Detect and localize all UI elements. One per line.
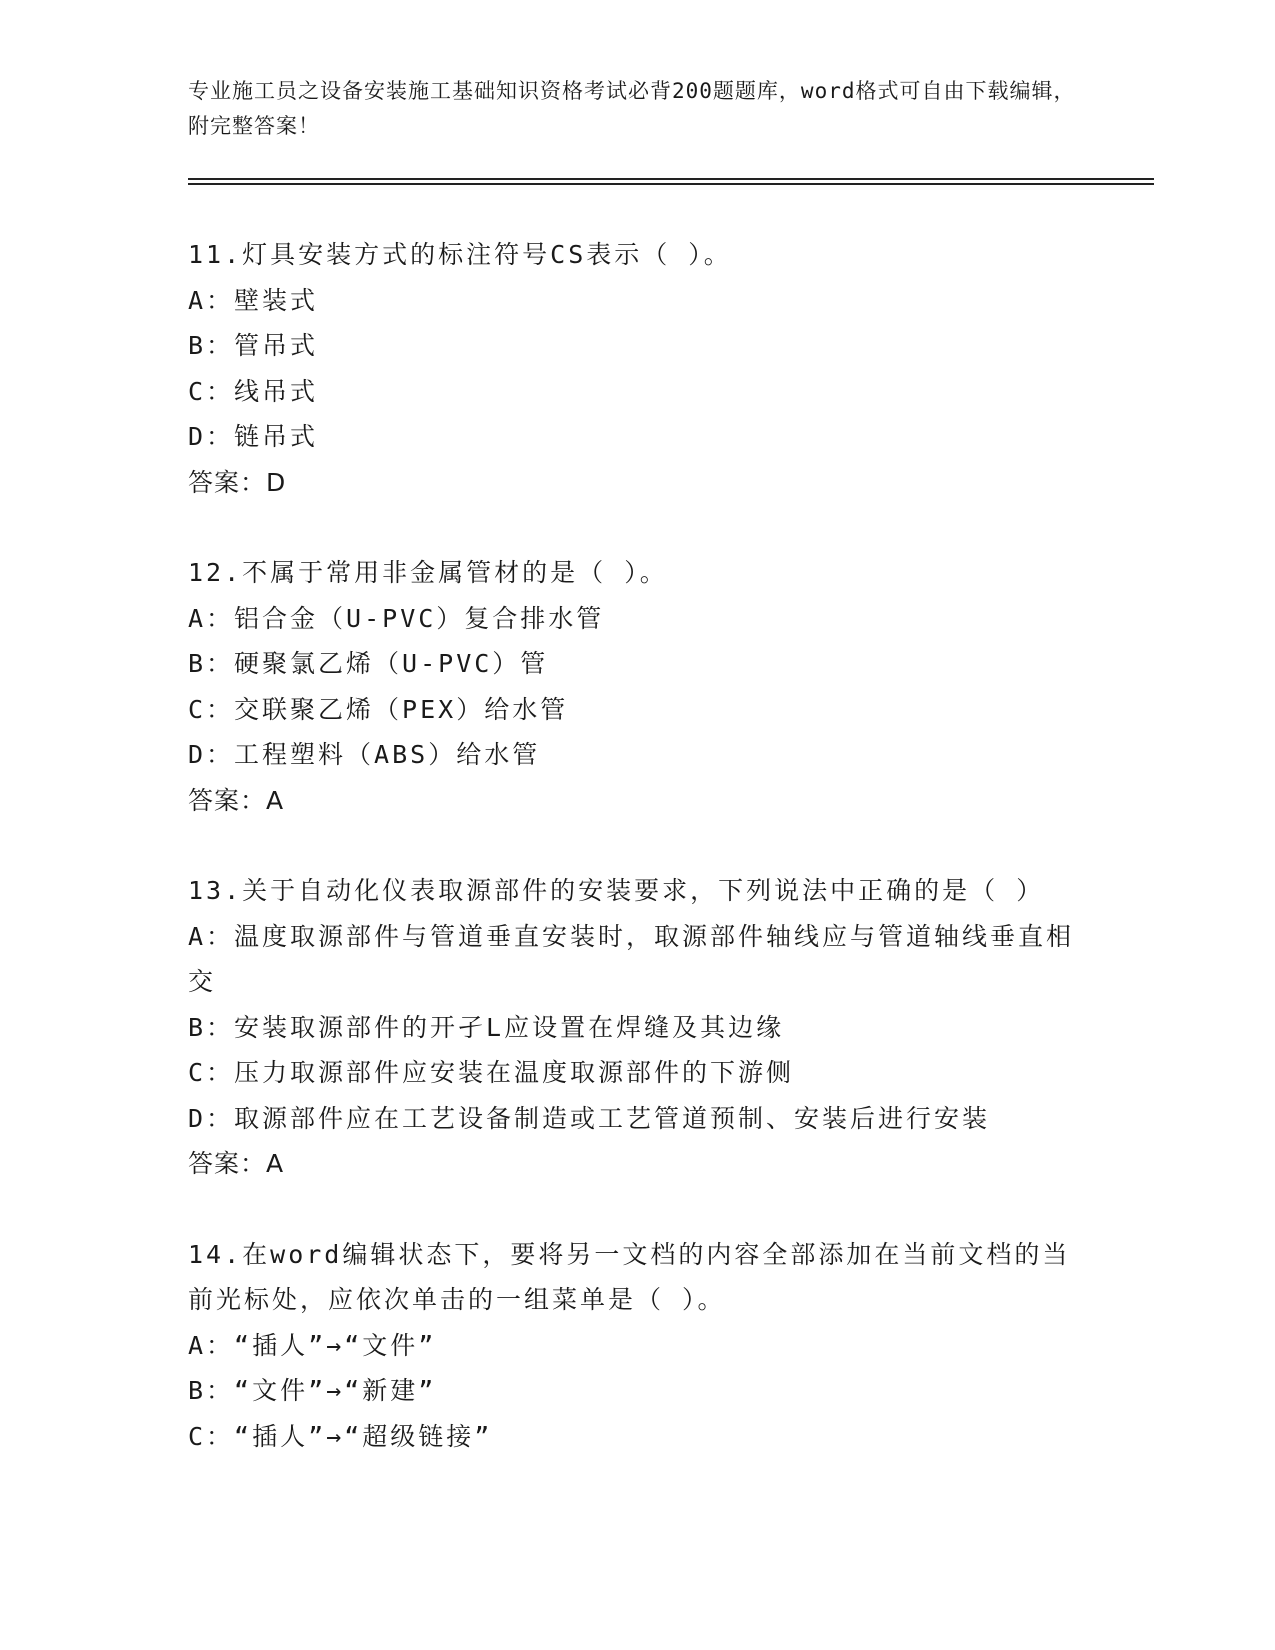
option-a: A：铝合金（U-PVC）复合排水管 [188,603,605,633]
question-stem: 12.不属于常用非金属管材的是（ ）。 [188,558,668,587]
question-list [188,232,1088,1504]
option-c: C：线吊式 [188,376,319,406]
option-c: C：压力取源部件应安装在温度取源部件的下游侧 [188,1058,795,1087]
question-14 [188,1232,1088,1460]
question-stem: 11.灯具安装方式的标注符号CS表示（ ）。 [188,240,732,269]
option-d: D：链吊式 [188,422,319,451]
option-d: D：工程塑料（ABS）给水管 [188,740,541,769]
question-13 [188,868,1088,1187]
option-b: B：安装取源部件的开孑L应设置在焊缝及其边缘 [188,1012,785,1042]
option-a: A：“插人”→“文件” [188,1330,437,1360]
option-c: C：交联聚乙烯（PEX）给水管 [188,694,569,724]
option-d: D：取源部件应在工艺设备制造或工艺管道预制、安装后进行安装 [188,1103,991,1133]
answer-line: 答案：A [188,785,285,815]
option-b: B：管吊式 [188,331,319,360]
header-rule-bottom [188,183,1154,185]
question-stem: 14.在word编辑状态下，要将另一文档的内容全部添加在当前文档的当前光标处，应依次单击的一组菜单是（ ）。 [188,1239,1071,1314]
document-header: 专业施工员之设备安装施工基础知识资格考试必背200题题库，word格式可自由下载编辑，附完整答案！ [188,79,1076,138]
answer-line: 答案：A [188,1149,285,1178]
question-12 [188,550,1088,823]
option-b: B：硬聚氯乙烯（U-PVC）管 [188,649,549,678]
option-a: A：温度取源部件与管道垂直安装时，取源部件轴线应与管道轴线垂直相交 [188,921,1075,996]
question-stem: 13.关于自动化仪表取源部件的安装要求，下列说法中正确的是（ ） [188,876,1045,905]
option-b: B：“文件”→“新建” [188,1376,437,1405]
option-a: A：壁装式 [188,285,319,315]
answer-line: 答案：D [188,467,287,497]
option-c: C：“插人”→“超级链接” [188,1421,493,1451]
header-rule-top [188,178,1154,180]
question-11 [188,232,1088,505]
